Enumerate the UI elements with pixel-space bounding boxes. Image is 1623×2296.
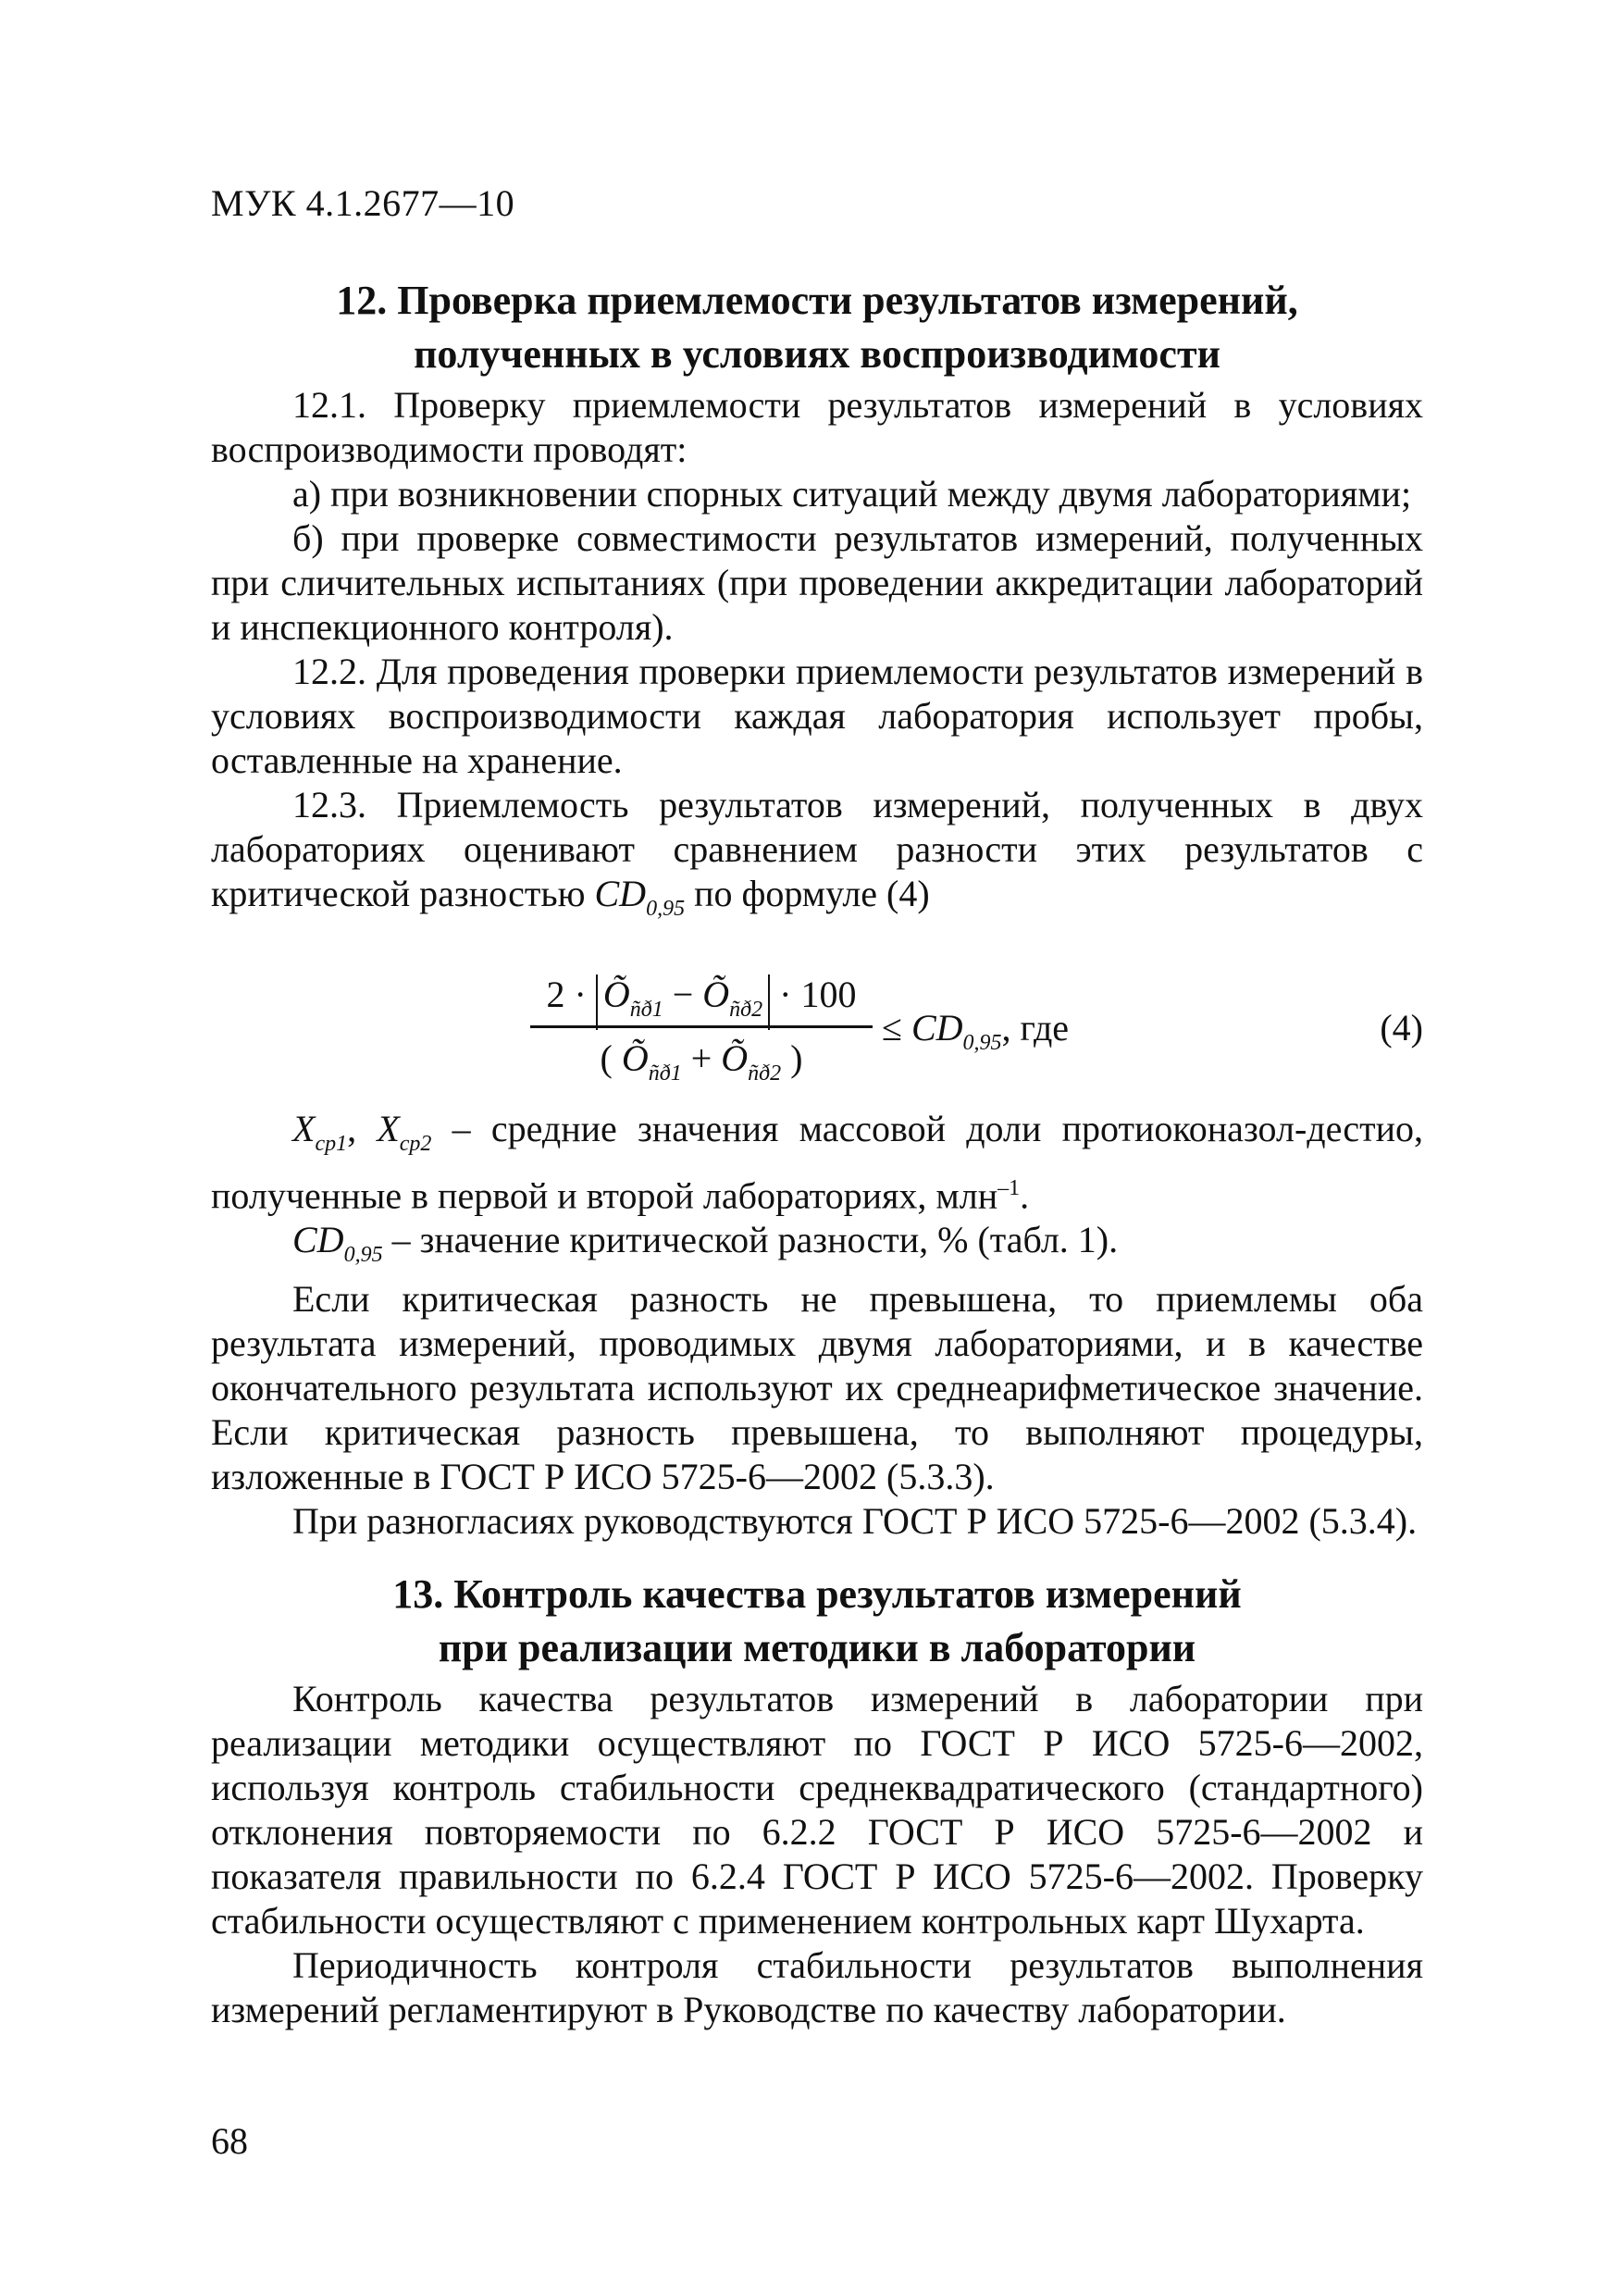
paragraph-12-1: 12.1. Проверку приемлемости результатов измерений в условиях воспроизводимости проводят: (211, 384, 1423, 470)
den-x1-subscript: ñð1 (648, 1061, 682, 1086)
paragraph-disagreements: При разногласиях руководствуются ГОСТ Р ИСО 5725-6—2002 (5.3.4). (292, 1500, 1418, 1543)
numerator-prefix: 2 · (546, 974, 596, 1015)
formula-4 (211, 968, 1423, 1088)
xcp1-symbol: X (292, 1108, 316, 1149)
paragraph-critical-difference: Если критическая разность не превышена, то приемлемы оба результата измерений, проводимых двумя лабораториями, и в качестве окончательного результата используют их среднеарифметическое значение. Если критическая разность превышена, то выполняют процедуры, изложенные в ГОСТ Р ИСО 5725-6—2002 (5.3.3). (211, 1278, 1423, 1498)
variables-end: . (1020, 1174, 1030, 1217)
unit-superscript: –1 (997, 1176, 1021, 1200)
paragraph-12-2: 12.2. Для проведения проверки приемлемости результатов измерений в условиях воспроизводимости каждая лаборатория использует пробы, оставленные на хранение. (211, 651, 1423, 781)
denominator-open: ( (600, 1037, 622, 1079)
leq-sign: ≤ (882, 1007, 911, 1049)
cd-subscript: 0,95 (646, 897, 686, 921)
xcp2-symbol: X (377, 1108, 400, 1149)
x1-subscript: ñð1 (629, 998, 663, 1022)
minus-sign: − (663, 974, 703, 1015)
document-code: МУК 4.1.2677—10 (211, 182, 515, 224)
section-12-title-line1: 12. Проверка приемлемости результатов измерений, (336, 278, 1298, 323)
cd-def-subscript: 0,95 (343, 1243, 383, 1268)
variables-separator: , (347, 1108, 378, 1149)
paragraph-12-3 (211, 783, 1423, 931)
cd-def-text: – значение критической разности, % (табл. 1). (382, 1219, 1119, 1261)
paragraph-12-1-b: б) при проверке совместимости результатов измерений, полученных при сличительных испытаниях (при проведении аккредитации лабораторий и инспекционного контроля). (211, 517, 1423, 648)
variables-definition (211, 1107, 1423, 1218)
section-13-title-line1: 13. Контроль качества результатов измерений (392, 1571, 1242, 1617)
numerator-suffix: · 100 (770, 974, 857, 1015)
paragraph-12-1-a: а) при возникновении спорных ситуаций между двумя лабораториями; (292, 473, 1412, 515)
xcp1-subscript: cp1 (315, 1132, 348, 1156)
plus-sign: + (681, 1037, 722, 1079)
cd-definition (211, 1218, 1423, 1277)
x2-subscript: ñð2 (729, 998, 763, 1022)
denominator-close: ) (781, 1037, 803, 1079)
variables-text: – средние значения массовой доли протиоконазол-дестио, полученные в первой и второй лабораториях, млн (211, 1108, 1424, 1217)
rel-cd-symbol: CD (911, 1007, 963, 1049)
section-12-title (211, 274, 1423, 381)
section-13-body (211, 1677, 1423, 2032)
page-number: 68 (211, 2120, 248, 2162)
formula-numerator (530, 968, 873, 1022)
section-12-body-bottom (211, 1107, 1423, 1544)
formula-relation (882, 1001, 1069, 1070)
paragraph-12-3-tail: по формуле (4) (685, 873, 930, 914)
rel-cd-subscript: 0,95 (962, 1031, 1002, 1055)
paragraph-13-2: Периодичность контроля стабильности результатов выполнения измерений регламентируют в Руководстве по качеству лаборатории. (211, 1944, 1423, 2030)
paragraph-13-1: Контроль качества результатов измерений в лаборатории при реализации методики осуществляют по ГОСТ Р ИСО 5725-6—2002, используя контроль стабильности среднеквадратического (стандартного) отклонения повторяемости по 6.2.2 ГОСТ Р ИСО 5725-6—2002 и показателя правильности по 6.2.4 ГОСТ Р ИСО 5725-6—2002. Проверку стабильности осуществляют с применением контрольных карт Шухарта. (211, 1678, 1423, 1942)
xcp2-subscript: cp2 (399, 1132, 432, 1156)
formula-fraction (530, 968, 873, 1086)
section-12-title-line2: полученных в условиях воспроизводимости (414, 331, 1220, 377)
rel-tail: , где (1001, 1007, 1070, 1049)
cd-symbol: CD (594, 873, 647, 914)
den-x2-subscript: ñð2 (748, 1061, 782, 1086)
den-x1-symbol: Õ (621, 1037, 649, 1079)
section-12-body-top (211, 383, 1423, 931)
equation-number: (4) (1380, 1007, 1423, 1049)
absolute-value (596, 974, 770, 1030)
x1-symbol: Õ (602, 974, 630, 1015)
formula-denominator (530, 1032, 873, 1086)
paragraph-12-3-text: 12.3. Приемлемость результатов измерений, полученных в двух лабораториях оценивают сравнением разности этих результатов с критической разностью (211, 784, 1423, 914)
x2-symbol: Õ (702, 974, 730, 1015)
den-x2-symbol: Õ (721, 1037, 749, 1079)
section-13-title (211, 1568, 1423, 1675)
section-13-title-line2: при реализации методики в лаборатории (438, 1625, 1196, 1670)
cd-def-symbol: CD (292, 1219, 344, 1261)
